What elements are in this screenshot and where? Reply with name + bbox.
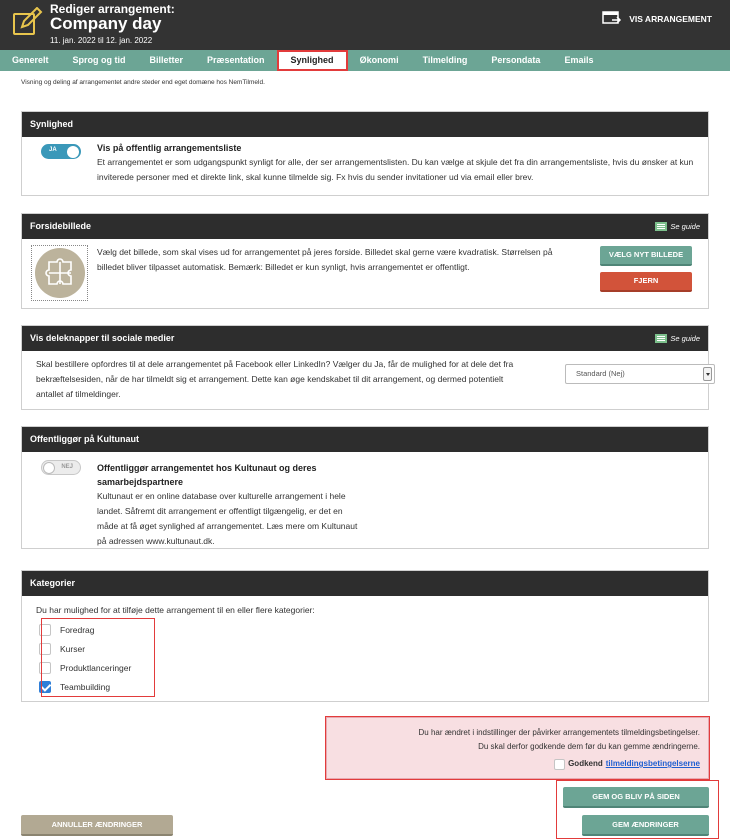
tab-generelt[interactable]: Generelt <box>12 55 49 65</box>
guide-icon <box>655 222 667 231</box>
alert-line-1: Du har ændret i indstillinger der påvirker arrangementets tilmeldingsbetingelser. <box>418 728 700 737</box>
conditions-link[interactable]: tilmeldingsbetingelserne <box>605 759 700 768</box>
forsidebillede-heading <box>22 214 708 239</box>
vis-arrangement-button[interactable] <box>602 11 712 27</box>
category-label: Kurser <box>60 644 86 654</box>
synlighed-card <box>21 111 709 196</box>
synlighed-heading: Synlighed <box>22 112 708 137</box>
guide-link[interactable] <box>655 326 700 351</box>
social-text: Skal bestillere opfordres til at dele arrangementet på Facebook eller LinkedIn? Vælger du Ja, får de mulighed for at dele det fra bekræftelsesiden, når de har tilmeldt sig et arrangement. Dette kan øge kendskabet til dit arrangement, og dermed potentielt antallet af tilmeldinger. <box>36 359 514 399</box>
save-button[interactable]: GEM ÆNDRINGER <box>582 815 709 836</box>
offentlig-liste-toggle[interactable] <box>41 144 81 159</box>
chevron-down-icon <box>703 367 712 381</box>
offentlig-liste-text: Et arrangementet er som udgangspunkt synligt for alle, der ser arrangementslisten. Du kan vælge at skjule det fra din arrangementsliste, hvis du ønsker at kun inviterede personer med et direkte link, skal kunne tilmelde sig. Fx hvis du sender invitationer ud via email eller brev. <box>97 157 694 182</box>
toggle-label: NEJ <box>61 464 73 470</box>
select-value: Standard (Nej) <box>576 369 625 378</box>
tab-bar <box>0 50 730 71</box>
guide-link[interactable] <box>655 214 700 239</box>
guide-icon <box>655 334 667 343</box>
app-header <box>0 0 730 50</box>
conditions-alert <box>326 717 709 779</box>
remove-image-button[interactable]: FJERN <box>600 272 692 292</box>
toggle-label: JA <box>49 147 57 153</box>
category-label: Foredrag <box>60 625 95 635</box>
social-heading <box>22 326 708 351</box>
tab-sprog-og-tid[interactable]: Sprog og tid <box>72 55 126 65</box>
edit-icon <box>13 7 43 37</box>
choose-image-button[interactable]: VÆLG NYT BILLEDE <box>600 246 692 266</box>
alert-line-2: Du skal derfor godkende dem før du kan gemme ændringerne. <box>478 742 700 751</box>
kategorier-intro: Du har mulighed for at tilføje dette arrangement til en eller flere kategorier: <box>36 605 315 615</box>
tab-synlighed[interactable]: Synlighed <box>277 50 348 71</box>
guide-label: Se guide <box>670 222 700 231</box>
social-title: Vis deleknapper til sociale medier <box>30 333 175 343</box>
tab-okonomi[interactable]: Økonomi <box>359 55 399 65</box>
cancel-button[interactable]: ANNULLER ÆNDRINGER <box>21 815 173 836</box>
toggle-knob <box>67 146 79 158</box>
social-card <box>21 325 709 410</box>
toggle-knob <box>43 462 55 474</box>
tab-billetter[interactable]: Billetter <box>149 55 184 65</box>
kultunaut-text: Kultunaut er en online database over kulturelle arrangement i hele landet. Såfremt dit arrangement er offentligt tilgængelig, er det en måde at få øget synlighed af arrangementet. Læs mere om Kultunaut på adressen www.kultunaut.dk. <box>97 491 358 546</box>
tab-emails[interactable]: Emails <box>564 55 594 65</box>
event-dates: 11. jan. 2022 til 12. jan. 2022 <box>50 36 153 45</box>
forsidebillede-text: Vælg det billede, som skal vises ud for arrangementet på jeres forside. Billedet skal gerne være kvadratisk. Størrelsen på billedet bliver tilpasset automatisk. Bemærk: Billedet er kun synligt, hvis arrangementet er offentligt. <box>97 247 553 272</box>
kultunaut-title: Offentliggør arrangementet hos Kultunaut og deres samarbejdspartnere <box>97 463 317 487</box>
approve-checkbox[interactable] <box>554 759 565 770</box>
tab-tilmelding[interactable]: Tilmelding <box>422 55 468 65</box>
forsidebillede-card <box>21 213 709 309</box>
kultunaut-card <box>21 426 709 549</box>
save-and-stay-button[interactable]: GEM OG BLIV PÅ SIDEN <box>563 787 709 808</box>
category-label: Produktlanceringer <box>60 663 132 673</box>
header-pre-title: Rediger arrangement: <box>50 2 175 16</box>
kategorier-heading: Kategorier <box>22 571 708 596</box>
page-subtitle: Visning og deling af arrangementet andre steder end eget domæne hos NemTilmeld. <box>21 79 265 86</box>
guide-label: Se guide <box>670 334 700 343</box>
tab-praesentation[interactable]: Præsentation <box>207 55 265 65</box>
share-buttons-select[interactable] <box>565 364 715 384</box>
kultunaut-toggle[interactable] <box>41 460 81 475</box>
page-title: Company day <box>50 14 162 33</box>
kultunaut-heading: Offentliggør på Kultunaut <box>22 427 708 452</box>
tab-persondata[interactable]: Persondata <box>491 55 541 65</box>
window-link-icon <box>602 11 622 27</box>
highlight-box <box>41 618 155 697</box>
puzzle-icon <box>34 247 86 299</box>
vis-arrangement-label: VIS ARRANGEMENT <box>629 14 712 24</box>
approve-label: Godkend <box>568 759 603 768</box>
offentlig-liste-title: Vis på offentlig arrangementsliste <box>97 143 242 153</box>
forsidebillede-title: Forsidebillede <box>30 221 92 231</box>
image-placeholder[interactable] <box>31 245 88 301</box>
category-label: Teambuilding <box>60 682 111 692</box>
